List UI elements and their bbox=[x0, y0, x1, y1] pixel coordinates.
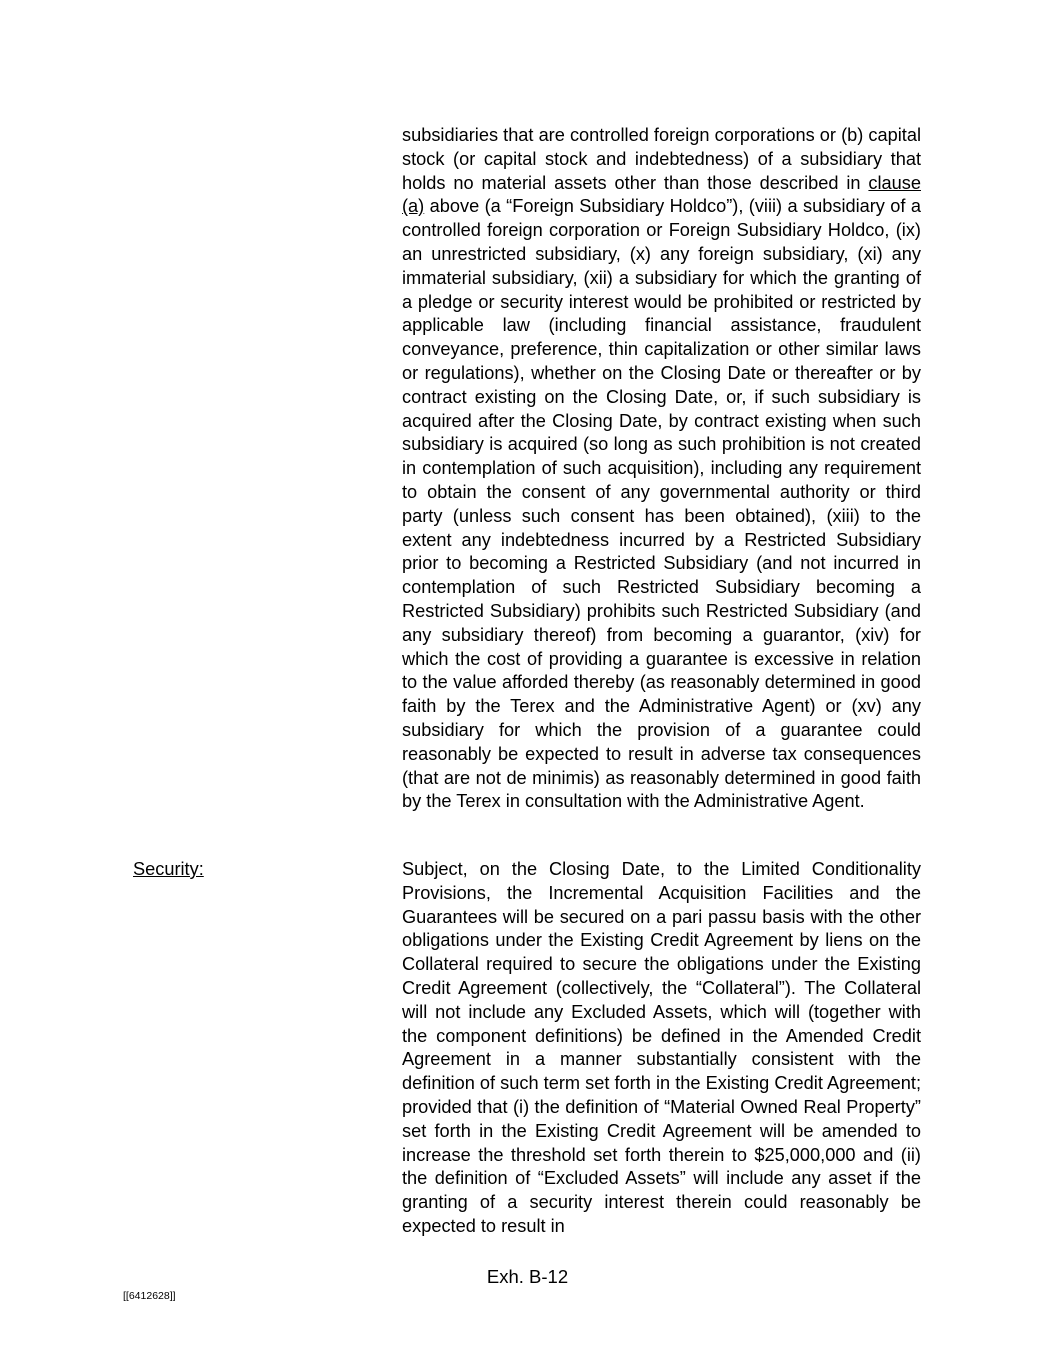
page-number: Exh. B-12 bbox=[486, 1266, 569, 1287]
security-heading: Security: bbox=[133, 859, 204, 879]
document-id: [[6412628]] bbox=[123, 1290, 176, 1302]
continuation-text-part1: subsidiaries that are controlled foreign corporations or (b) capital stock (or capital stock and indebtedness) of a subsidiary that holds no material assets other than those described in bbox=[402, 125, 921, 193]
continuation-text-part2: above (a “Foreign Subsidiary Holdco”), (viii) a subsidiary of a controlled foreign corporation or Foreign Subsidiary Holdco, (ix) an unrestricted subsidiary, (x) any foreign subsidiary, (xi) any immaterial subsidiary, (xii) a subsidiary for which the granting of a pledge or security interest would be prohibited or restricted by applicable law (including financial assistance, fraudulent conveyance, preference, thin capitalization or other similar laws or regulations), whether on the Closing Date or thereafter or by contract existing on the Closing Date, or, if such subsidiary is acquired after the Closing Date, by contract existing when such subsidiary is acquired (so long as such prohibition is not created in contemplation of such acquisition), including any requirement to obtain the consent of any governmental authority or third party (unless such consent has been obtained), (xiii) to the extent any indebtedness incurred by a Restricted Subsidiary prior to becoming a Restricted Subsidiary (and not incurred in contemplation of such Restricted Subsidiary becoming a Restricted Subsidiary) prohibits such Restricted Subsidiary (and any subsidiary thereof) from becoming a guarantor, (xiv) for which the cost of providing a guarantee is excessive in relation to the value afforded thereby (as reasonably determined in good faith by the Terex and the Administrative Agent) or (xv) any subsidiary for which the provision of a guarantee could reasonably be expected to result in adverse tax consequences (that are not de minimis) as reasonably determined in good faith by the Terex in consultation with the Administrative Agent. bbox=[402, 196, 921, 812]
security-paragraph: Subject, on the Closing Date, to the Limited Conditionality Provisions, the Incremental Acquisition Facilities and the Guarantees will be secured on a pari passu basis with the other obligations under the Existing Credit Agreement by liens on the Collateral required to secure the obligations under the Existing Credit Agreement (collectively, the “Collateral”). The Collateral will not include any Excluded Assets, which will (together with the component definitions) be defined in the Amended Credit Agreement in a manner substantially consistent with the definition of such term set forth in the Existing Credit Agreement; provided that (i) the definition of “Material Owned Real Property” set forth in the Existing Credit Agreement will be amended to increase the threshold set forth therein to $25,000,000 and (ii) the definition of “Excluded Assets” will include any asset if the granting of a security interest therein could reasonably be expected to result in bbox=[402, 859, 921, 1236]
continuation-paragraph bbox=[402, 124, 921, 814]
clause-a-reference: clause (a) bbox=[402, 172, 921, 217]
